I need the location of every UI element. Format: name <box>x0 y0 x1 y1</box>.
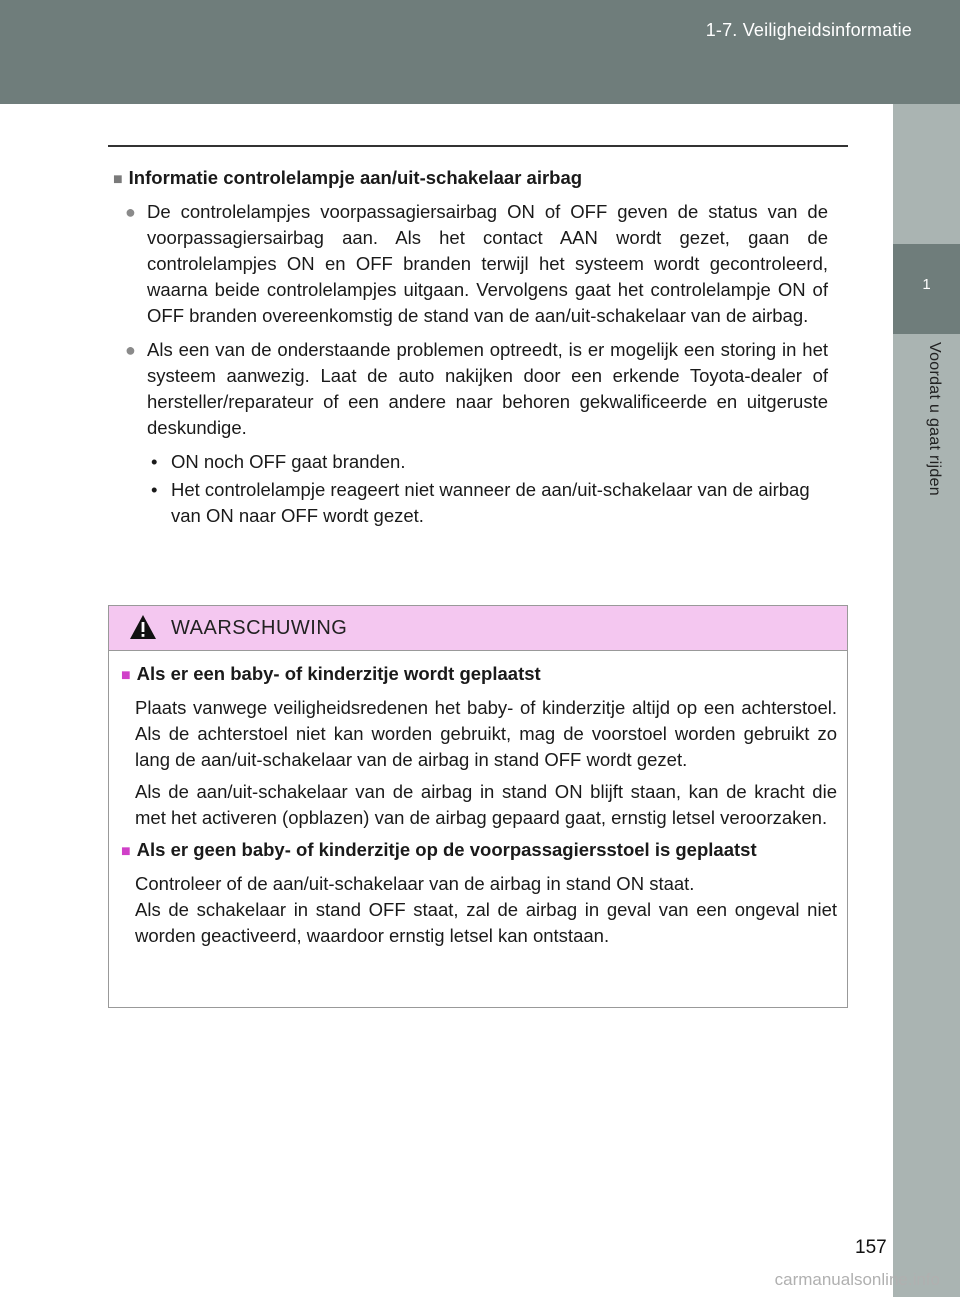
warning-title: WAARSCHUWING <box>171 617 348 639</box>
warning-section-heading <box>121 837 837 865</box>
dot-bullet-icon: • <box>151 479 158 500</box>
warning-header <box>109 606 847 651</box>
warning-paragraph: Als de schakelaar in stand OFF staat, zal de airbag in geval van een ongeval niet worden geactiveerd, waardoor ernstig letsel kan ontstaan. <box>135 899 837 946</box>
warning-box <box>108 605 848 1008</box>
warning-heading-text: Als er geen baby- of kinderzitje op de voorpassagiersstoel is geplaatst <box>136 839 757 860</box>
paragraph-text: Als een van de onderstaande problemen optreedt, is er mogelijk een storing in het systeem aanwezig. Laat de auto nakijken door een erkende Toyota-dealer of hersteller/reparateur of een andere naar behoren gekwalificeerde en uitgeruste deskundige. <box>147 339 828 438</box>
bullet-paragraph <box>125 337 828 441</box>
watermark: carmanualsonline.info <box>774 1270 940 1289</box>
chapter-title: Voordat u gaat rijden <box>926 342 943 496</box>
square-bullet-icon: ■ <box>121 843 131 860</box>
section-heading-text: Informatie controlelampje aan/uit-schakelaar airbag <box>128 167 583 188</box>
header-band <box>0 0 960 104</box>
warning-section-heading <box>121 661 837 689</box>
section-heading <box>113 165 828 193</box>
warning-triangle-icon <box>129 614 157 640</box>
chapter-tab-upper <box>893 104 960 244</box>
warning-body <box>109 651 847 949</box>
list-item <box>151 449 828 475</box>
warning-paragraph: Als de aan/uit-schakelaar van de airbag in stand ON blijft staan, kan de kracht die met het activeren (opblazen) van de airbag gepaard gaat, ernstig letsel veroorzaken. <box>135 781 837 828</box>
square-bullet-icon: ■ <box>113 171 123 188</box>
circle-bullet-icon: ● <box>125 340 136 360</box>
page-number: 157 <box>855 1237 887 1258</box>
square-bullet-icon: ■ <box>121 667 131 684</box>
warning-paragraph: Plaats vanwege veiligheidsredenen het baby- of kinderzitje altijd op een achterstoel. Als de achterstoel niet kan worden gebruikt, mag de voorstoel worden gebruikt zo lang de aan/uit-schakelaar van de airbag in stand OFF wordt gezet. <box>135 697 837 770</box>
bullet-paragraph <box>125 199 828 329</box>
paragraph-text: De controlelampjes voorpassagiersairbag ON of OFF geven de status van de voorpassagiersairbag aan. Als het contact AAN wordt gezet, gaan de controlelampjes ON en OFF branden terwijl het systeem wordt gecontroleerd, waarna beide controlelampjes uitgaan. Vervolgens gaat het controlelampje ON of OFF branden overeenkomstig de stand van de aan/uit-schakelaar van de airbag. <box>147 201 828 326</box>
warning-heading-text: Als er een baby- of kinderzitje wordt geplaatst <box>136 663 541 684</box>
circle-bullet-icon: ● <box>125 202 136 222</box>
list-item-text: Het controlelampje reageert niet wanneer de aan/uit-schakelaar van de airbag van ON naar OFF wordt gezet. <box>171 479 810 526</box>
list-item <box>151 477 828 529</box>
warning-paragraph: Controleer of de aan/uit-schakelaar van de airbag in stand ON staat. <box>135 873 695 894</box>
top-divider <box>108 145 848 147</box>
section-title: 1-7. Veiligheidsinformatie <box>705 20 912 40</box>
chapter-number: 1 <box>922 276 931 293</box>
list-item-text: ON noch OFF gaat branden. <box>171 451 406 472</box>
dot-bullet-icon: • <box>151 451 158 472</box>
main-content <box>113 165 828 529</box>
